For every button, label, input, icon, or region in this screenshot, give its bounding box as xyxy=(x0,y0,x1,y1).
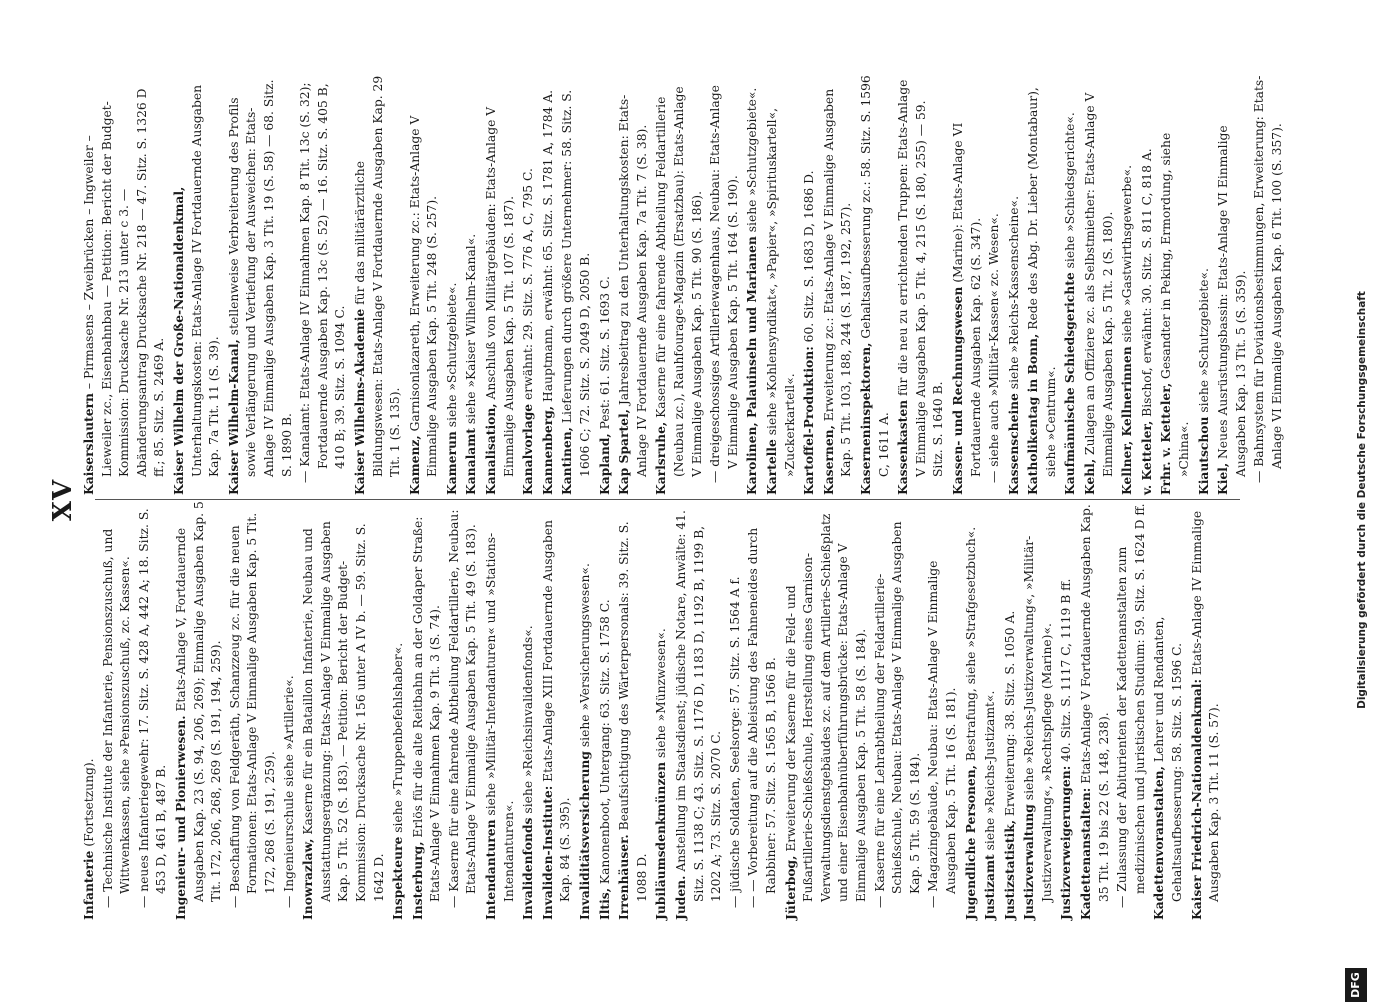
index-entry-text: Neues Ausrüstungsbassin: Etats-Anlage VI Einmalige Ausgaben Kap. 13 Tit. 5 (S. 359). xyxy=(1216,125,1248,477)
index-entry-text: siehe »Reichs-Justizamt«. xyxy=(983,690,998,855)
index-lemma: Justizverweigerungen: xyxy=(1058,765,1074,920)
index-entry xyxy=(1214,75,1250,495)
index-entry-text: für das militärärztliche Bildungswesen: Etats-Anlage V Fortdauernde Ausgaben Kap. 29 Tit. 1 (S. 135). xyxy=(352,75,403,477)
index-entry xyxy=(672,500,726,920)
index-entry-text: siehe »Kohlensyndikat«, »Papier«, »Spirituskartell«, »Zuckerkartell«. xyxy=(764,107,797,477)
index-entry-text: Garnisonlazareth, Erweiterung zc.: Etats-Anlage V Einmalige Ausgaben Kap. 5 Tit. 248 (S. 257). xyxy=(407,115,440,477)
index-entry xyxy=(925,500,960,920)
index-entry xyxy=(1150,500,1186,920)
index-entry xyxy=(299,500,388,920)
index-lemma: v. Ketteler, xyxy=(1138,420,1154,495)
index-lemma: Kasernen, xyxy=(820,425,836,495)
index-entry xyxy=(281,500,299,920)
index-entry-text: Zulagen an Offiziere zc. als Selbstmiether: Etats-Anlage V Einmalige Ausgaben Kap. 5 Tit. 2 (S. 180). xyxy=(1083,92,1115,477)
index-entry-text: siehe »Militär-Intendanturen« und »Stations-Intendanturen«. xyxy=(484,532,516,902)
index-entry xyxy=(406,75,442,495)
index-entry xyxy=(949,75,985,495)
index-lemma: Kanalamt xyxy=(463,428,479,495)
index-entry-text: Anstellung im Staatsdienst; jüdische Notare, Anwälte: 41. Sitz. S. 1138 C; 43. Sitz. S. 1176 D, 1183 D, 1192 B, 1199 B, 1202 A; 73. Sitz. S. 2070 C. xyxy=(674,510,724,902)
index-lemma: Juden. xyxy=(673,875,688,920)
index-entry-text: siehe »Versicherungswesen«. xyxy=(578,563,593,752)
index-entry xyxy=(136,500,171,920)
index-lemma: Justizstatistik, xyxy=(1001,819,1017,920)
index-entry-text: Erweiterung: 38. Sitz. S. 1050 A. xyxy=(1002,610,1017,820)
index-lemma: Kap Spartel, xyxy=(616,409,632,495)
index-lemma: Kamenz, xyxy=(406,435,422,495)
index-entry-text: Hauptmann, erwähnt: 65. Sitz. S. 1781 A, 1784 A. xyxy=(540,89,555,406)
index-entry-text: — Bahnsystem für Deviationsbestimmungen, Erweiterung: Etats-Anlage VI Einmalige Ausgaben Kap. 6 Tit. 100 (S. 357). xyxy=(1252,75,1284,483)
index-entry-text: siehe »Schutzgebiete«. xyxy=(444,282,459,432)
index-lemma: Invaliditätsversicherung xyxy=(577,751,593,920)
index-entry-text: (Fortsetzung). xyxy=(82,758,96,851)
index-entry-text: siehe »Truppenbefehlshaber«. xyxy=(391,642,406,837)
index-entry xyxy=(1114,500,1149,920)
index-entry-text: siehe »Kaiser Wilhelm-Kanal«. xyxy=(464,233,479,429)
digitization-note: Digitalisierung gefördert durch die Deutsche Forschungsgemeinschaft xyxy=(1356,291,1368,709)
index-entry xyxy=(962,500,981,920)
index-entry xyxy=(800,75,819,495)
index-entry-text: Bestrafung, siehe »Strafgesetzbuch«. xyxy=(963,526,978,766)
index-lemma: Kapland, xyxy=(596,433,612,495)
index-entry xyxy=(615,500,651,920)
index-lemma: Kanalvorlage xyxy=(520,403,536,495)
index-entry-text: siehe »Gastwirthsgewerbe«. xyxy=(1120,164,1135,347)
index-lemma: Frhr. v. Ketteler, xyxy=(1158,382,1174,495)
index-entry xyxy=(743,75,762,495)
index-lemma: Katholikentag in Bonn, xyxy=(1025,333,1041,495)
index-entry xyxy=(80,75,169,495)
index-lemma: Kanalisation, xyxy=(483,403,499,495)
index-entry-text: siehe »Münzwesen«. xyxy=(654,628,669,762)
index-entry-text: 40. Sitz. S. 1117 C, 1119 B ff. xyxy=(1059,578,1074,766)
index-entry xyxy=(389,500,408,920)
index-lemma: Kamerun xyxy=(443,431,459,495)
index-entry xyxy=(857,75,893,495)
index-entry xyxy=(172,500,226,920)
dfg-logo: DFG xyxy=(1345,968,1367,1002)
index-entry xyxy=(446,500,481,920)
index-entry-text: siehe »Reichs-Kassenscheine«. xyxy=(1006,196,1021,394)
index-entry-text: — neues Infanteriegewehr: 17. Sitz. S. 428 A, 442 A; 18. Sitz. S. 453 D, 461 B, 487 B. xyxy=(136,508,169,908)
index-entry-text: siehe »Schutzgebiete«. xyxy=(1196,268,1211,417)
index-entry-text: Beaufsichtigung des Wärterpersonals: 39. Sitz. S. 1088 D. xyxy=(617,521,649,902)
index-entry xyxy=(707,75,742,495)
index-entry xyxy=(1251,75,1286,495)
index-entry-text: — — Vorbereitung auf die Ableistung des Fahneneides durch Rabbiner: 57. Sitz. S. 1565 B, 1566 B. xyxy=(746,527,778,908)
index-entry-text: Erweiterung zc.: Etats-Anlage V Einmalige Ausgaben Kap. 5 Tit. 103, 188, 244 (S. 187, 192, 257). xyxy=(821,88,854,477)
index-entry-text: — Ingenieurschule siehe »Artillerie«. xyxy=(281,675,296,908)
index-entry xyxy=(894,75,948,495)
index-entry-text: siehe »Schutzgebiete«. xyxy=(745,87,760,237)
index-lemma: Justizverwaltung xyxy=(1021,804,1037,920)
index-entry-text: Jahresbeitrag zu den Unterhaltungskosten: Etats-Anlage IV Fortdauernde Ausgaben Kap. 7a Tit. 7 (S. 38). xyxy=(617,94,649,477)
index-entry xyxy=(443,75,462,495)
index-lemma: Kaiser Wilhelm der Große-Nationaldenkmal, xyxy=(170,186,186,495)
index-lemma: Kadettenanstalten: xyxy=(1078,787,1094,920)
index-entry xyxy=(482,75,518,495)
page-number: XV xyxy=(48,478,78,522)
index-entry-text: für die neu zu errichtenden Truppen: Etats-Anlage V Einmalige Ausgaben Kap. 5 Tit. 4, 215 (S. 180, 255) — 59. Sitz. S. 1640 B. xyxy=(896,79,946,477)
index-entry xyxy=(1005,75,1024,495)
index-entry-text: — Technische Institute der Infanterie, Pensionszuschuß, und Wittwenkassen, siehe »Pensionszuschuß, zc. Kassen«. xyxy=(100,528,133,908)
index-lemma: Jugendliche Personen, xyxy=(962,765,978,920)
index-entry-text: Etats-Anlage V Fortdauernde Ausgaben Kap. 35 Tit. 19 bis 22 (S. 148, 238). xyxy=(1079,504,1111,902)
index-entry-text: Lieferungen durch größere Unternehmer: 58. Sitz. S. 1606 C; 72. Sitz. S. 2049 D, 2050 B. xyxy=(560,89,593,477)
index-lemma: Ingenieur- und Pionierwesen. xyxy=(172,715,188,920)
index-lemma: Invaliden-Institute: xyxy=(539,785,555,920)
index-entry-text: Erweiterung der Kaserne für die Feld- und Fußartillerie-Schießschule, Herstellung eines Garnison-Verwaltungsdienstgebäudes zc. auf dem Artillerie-Schießplatz und einer Eisenbahnüberführungsbrücke: Etats-Anlage V Einmalige Ausgaben Kap. 5 Tit. 58 (S. 184). xyxy=(783,513,868,902)
index-entry xyxy=(1157,75,1193,495)
index-entry xyxy=(981,500,1000,920)
index-entry-text: 60. Sitz. S. 1683 D, 1686 D. xyxy=(802,170,817,347)
index-entry xyxy=(351,75,405,495)
index-entry xyxy=(1118,75,1137,495)
index-entry-text: Erlös für die alte Reitbahn an der Goldaper Straße: Etats-Anlage V Einnahmen Kap. 9 Tit. 3 (S. 74). xyxy=(410,516,443,902)
index-lemma: Kaufmännische Schiedsgerichte xyxy=(1062,272,1078,495)
index-entry xyxy=(576,500,595,920)
index-entry-text: — Zulassung der Abiturienten der Kadettenanstalten zum medizinischen und juristischen Studium: 59. Sitz. S. 1624 D ff. xyxy=(1115,503,1147,908)
index-entry-text: Kaserne für ein Bataillon Infanterie, Neubau und Ausstattungsergänzung: Etats-Anlage V Einmalige Ausgaben Kap. 5 Tit. 52 (S. 183). — Petition: Bericht der Budget-Kommission: Drucksache Nr. 156 unter A IV b. — 59. Sitz. S. 1642 D. xyxy=(301,521,386,902)
index-entry-text: Pest: 61. Sitz. S. 1693 C. xyxy=(597,276,612,434)
index-entry xyxy=(1138,75,1157,495)
index-lemma: Irrenhäuser. xyxy=(616,834,632,920)
index-entry-text: — jüdische Soldaten, Seelsorge: 57. Sitz. S. 1564 A f. xyxy=(727,576,742,908)
index-entry xyxy=(462,75,481,495)
index-lemma: Kassenkasten xyxy=(895,399,911,495)
index-lemma: Kantinen, xyxy=(559,427,575,495)
index-lemma: Invalidenfonds xyxy=(520,817,536,920)
index-entry xyxy=(225,75,296,495)
index-entry xyxy=(727,500,745,920)
index-lemma: Kaserneninspektoren, xyxy=(857,342,873,495)
index-entry xyxy=(558,75,594,495)
index-entry-text: Etats-Anlage V, Fortdauernde Ausgaben Kap. 23 (S. 94, 206, 269); Einmalige Ausgaben Kap. 5 Tit. 172, 206, 268, 269 (S. 191, 194, 259). xyxy=(173,501,224,902)
index-entry-text: Etats-Anlage IV Einmalige Ausgaben Kap. 3 Tit. 11 (S. 57). xyxy=(1189,510,1222,902)
index-entry xyxy=(615,75,651,495)
index-entry xyxy=(519,500,538,920)
index-entry-text: Etats-Anlage XIII Fortdauernde Ausgaben Kap. 84 (S. 395). xyxy=(540,520,573,902)
index-column-right xyxy=(80,75,1284,495)
index-lemma: Kellner, Kellnerinnen xyxy=(1119,346,1135,495)
index-entry-text: — Magazingebäude, Neubau: Etats-Anlage V Einmalige Ausgaben Kap. 5 Tit. 16 (S. 181). xyxy=(926,560,958,908)
index-entry xyxy=(297,75,350,495)
index-lemma: Karlsruhe, xyxy=(653,421,669,495)
index-entry-text: Bischof, erwähnt: 30. Sitz. S. 811 C, 818 A. xyxy=(1139,148,1154,421)
index-entry xyxy=(872,500,925,920)
index-lemma: Jüterbog, xyxy=(782,855,798,920)
index-entry-text: — Kaserne für eine Lehrabtheilung der Feldartillerie-Schießschule, Neubau: Etats-Anlage V Einmalige Ausgaben Kap. 5 Tit. 59 (S. 184). xyxy=(872,521,922,908)
index-lemma: Iltis, xyxy=(596,888,612,920)
index-lemma: Kadettenvoranstalten, xyxy=(1151,766,1167,920)
index-entry xyxy=(652,75,706,495)
index-entry xyxy=(820,75,856,495)
index-entry xyxy=(539,500,575,920)
index-entry xyxy=(519,75,538,495)
index-lemma: Kartoffel-Produktion: xyxy=(801,346,817,495)
index-entry-text: — Kanalamt: Etats-Anlage IV Einnahmen Kap. 8 Tit. 13c (S. 32); Fortdauernde Ausgaben Kap. 13c (S. 52) — 16. Sitz. S. 405 B, 410 B; 39. Sitz. S. 1094 C. xyxy=(298,82,348,483)
index-lemma: Kannenberg, xyxy=(539,405,555,495)
index-lemma: Kaiser Friedrich-Nationaldenkmal: xyxy=(1188,678,1204,920)
index-entry xyxy=(539,75,558,495)
index-entry-text: — Beschaffung von Feldgeräth, Schanzzeug zc. für die neuen Formationen: Etats-Anlage V Einmalige Ausgaben Kap. 5 Tit. 172, 268 (S. 191, 259). xyxy=(227,512,277,908)
index-entry-text: erwähnt: 29. Sitz. S. 776 A, C, 795 C. xyxy=(521,168,536,404)
index-entry xyxy=(1001,500,1020,920)
index-entry xyxy=(596,500,615,920)
index-lemma: Kartelle xyxy=(763,439,779,495)
index-lemma: Inowrazlaw, xyxy=(300,838,316,920)
index-lemma: Kiautschou xyxy=(1195,416,1211,495)
index-lemma: Inspekteure xyxy=(390,836,406,920)
index-entry-text: Gehaltsaufbesserung zc.: 58. Sitz. S. 1596 C, 1611 A. xyxy=(858,75,891,477)
index-entry-text: stellenweise Verbreiterung des Profils sowie Verlängerung und Vertiefung der Ausweichen: Etats-Anlage IV Einmalige Ausgaben Kap. 3 Tit. 19 (S. 58) — 68. Sitz. S. 1890 B. xyxy=(226,79,294,477)
index-lemma: Jubiläumsdenkmünzen xyxy=(653,761,669,920)
index-entry xyxy=(170,75,224,495)
index-entry-text: — siehe auch »Militär-Kassen« zc. Wesen«. xyxy=(987,213,1002,483)
index-entry-text: Unterhaltungskosten: Etats-Anlage IV Fortdauernde Ausgaben Kap. 7a Tit. 11 (S. 39). xyxy=(189,84,222,477)
index-entry-text: – Pirmasens – Zweibrücken – Ingweiler – Lieweiler zc., Eisenbahnbau — Petition: Bericht der Budget-Kommission: Drucksache Nr. 213 unter c 3. — Abänderungsantrag Drucksache Nr. 218 — 47. Sitz. S. 1326 D ff.; 85. Sitz. S. 2469 A. xyxy=(82,88,167,477)
index-entry xyxy=(745,500,780,920)
index-lemma: Infanterie xyxy=(81,850,96,920)
index-entry xyxy=(1081,75,1117,495)
index-entry-text: (Marine): Etats-Anlage VI Fortdauernde Ausgaben Kap. 62 (S. 347). xyxy=(950,122,983,477)
index-entry xyxy=(100,500,135,920)
column-divider xyxy=(95,499,1240,500)
index-entry-text: — dreigeschossiges Artilleriewagenhaus, Neubau: Etats-Anlage V Einmalige Ausgaben Kap. 5 Tit. 164 (S. 190). xyxy=(708,85,740,483)
index-entry xyxy=(1057,500,1076,920)
index-lemma: Kehl, xyxy=(1082,458,1098,495)
index-entry xyxy=(409,500,445,920)
index-lemma: Kiel, xyxy=(1215,462,1231,495)
index-entry xyxy=(782,500,871,920)
index-entry xyxy=(986,75,1004,495)
index-entry-text: Rede des Abg. Dr. Lieber (Montabaur), siehe »Centrum«. xyxy=(1026,87,1058,477)
index-entry-text: siehe »Reichsinvalidenfonds«. xyxy=(521,625,536,818)
index-entry xyxy=(1077,500,1113,920)
index-entry-text: Kaserne für eine fahrende Abtheilung Feldartillerie (Neubau zc.), Rauhfourage-Magazin (Ersatzbau): Etats-Anlage V Einmalige Ausgaben Kap. 5 Tit. 90 (S. 186). xyxy=(654,86,704,477)
index-entry xyxy=(227,500,280,920)
index-entry-text: Anschluß von Militärgebäuden: Etats-Anlage V Einmalige Ausgaben Kap. 5 Tit. 107 (S. 187). xyxy=(484,106,516,477)
index-lemma: Insterburg, xyxy=(409,841,425,920)
index-entry xyxy=(80,500,99,920)
index-lemma: Kassen- und Rechnungswesen xyxy=(949,286,965,495)
index-entry-text: Kanonenboot, Untergang: 63. Sitz. S. 1758 C. xyxy=(597,599,612,889)
index-lemma: Kaiser Wilhelm-Kanal, xyxy=(225,339,241,495)
index-entry-text: — Kaserne für eine fahrende Abtheilung Feldartillerie, Neubau: Etats-Anlage V Einmalige Ausgaben Kap. 5 Tit. 49 (S. 183). xyxy=(446,509,479,908)
index-lemma: Karolinen, Palauinseln und Marianen xyxy=(744,236,760,495)
index-entry-text: Gesandter in Peking, Ermordung, siehe »China«. xyxy=(1159,132,1192,477)
index-entry xyxy=(482,500,518,920)
index-entry xyxy=(1020,500,1056,920)
index-lemma: Kassenscheine xyxy=(1005,393,1021,495)
index-entry xyxy=(1195,75,1214,495)
index-column-left xyxy=(80,500,1245,920)
index-entry xyxy=(1061,75,1080,495)
index-entry xyxy=(1024,75,1060,495)
index-lemma: Kaiser Wilhelms-Akademie xyxy=(351,308,367,495)
index-lemma: Justizamt xyxy=(982,854,998,920)
index-lemma: Kaiserslautern xyxy=(81,393,96,495)
index-entry xyxy=(652,500,671,920)
index-entry xyxy=(763,75,799,495)
index-entry-text: siehe »Schiedsgerichte«. xyxy=(1063,112,1078,273)
index-lemma: Intendanturen xyxy=(483,819,499,920)
index-entry-text: siehe »Reichs-Justizverwaltung«, »Militär-Justizverwaltung«, »Rechtspflege (Marine)«. xyxy=(1022,535,1054,902)
index-entry xyxy=(1188,500,1224,920)
index-entry-text: Lehrer und Rendanten, Gehaltsaufbesserung: 58. Sitz. S. 1596 C. xyxy=(1152,616,1185,902)
index-entry xyxy=(596,75,615,495)
